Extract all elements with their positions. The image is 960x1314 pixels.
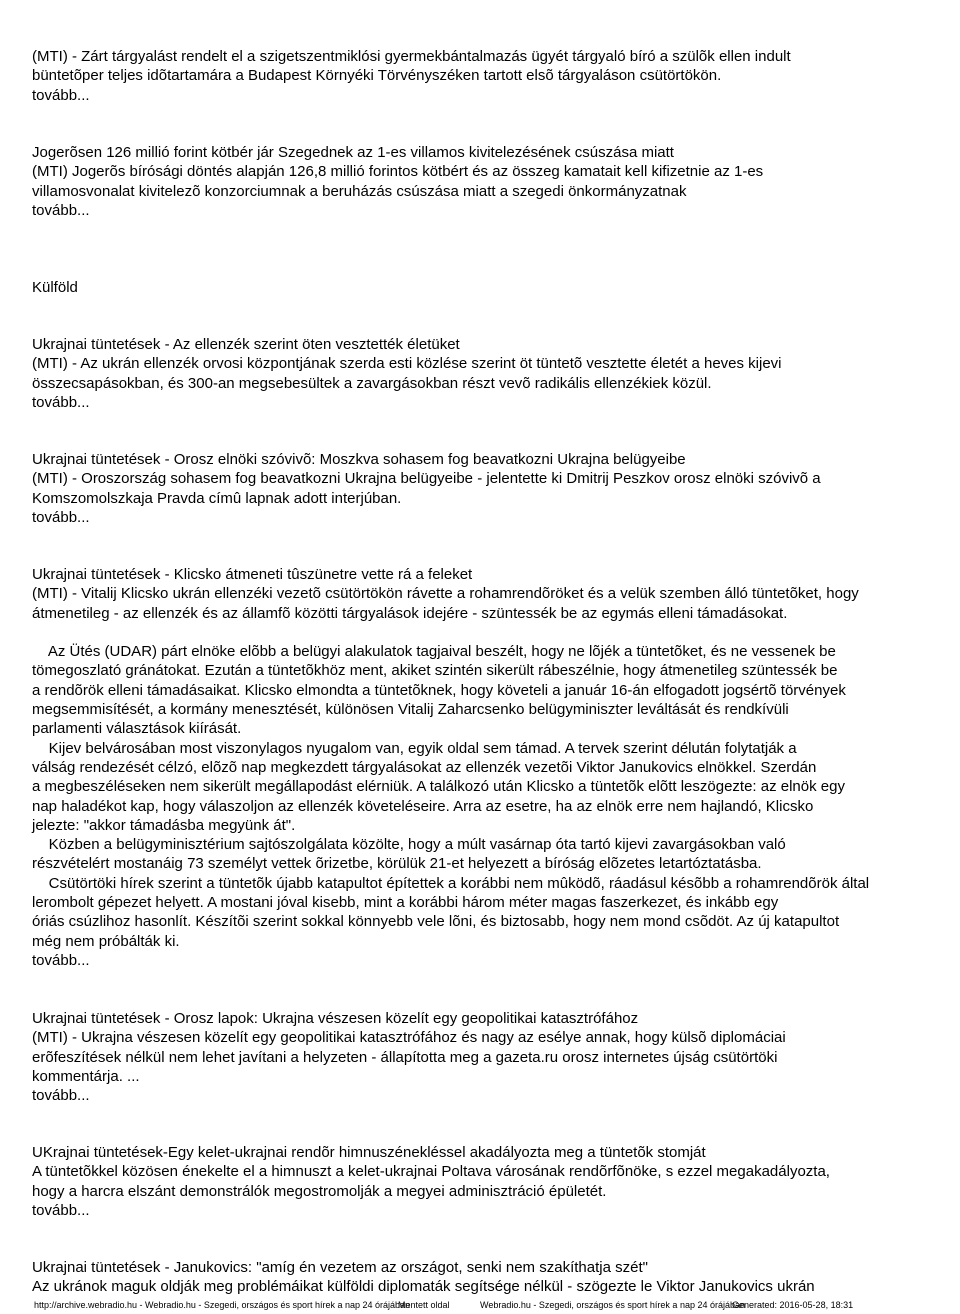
section-title: Külföld bbox=[32, 279, 78, 296]
article-text-line: hogy a harcra elszánt demonstrálók megostromolják a megyei adminisztráció épületét. bbox=[32, 1182, 607, 1200]
article-text-line: (MTI) - Vitalij Klicsko ukrán ellenzéki vezetõ csütörtökön rávette a rohamrendõröket és a velük szemben álló tüntetõket, hogy bbox=[32, 585, 859, 603]
article-text-line: (MTI) - Zárt tárgyalást rendelt el a szigetszentmiklósi gyermekbántalmazás ügyét tárgyaló bíró a szülõk ellen indult bbox=[32, 48, 791, 65]
article-text-line: Közben a belügyminisztérium sajtószolgálata közölte, hogy a múlt vasárnap óta tartó kijevi zavargásokban való bbox=[32, 836, 786, 854]
article-text-line: Kijev belvárosában most viszonylagos nyugalom van, egyik oldal sem támad. A tervek szerint délután folytatják a bbox=[32, 739, 797, 757]
footer-site: Webradio.hu - Szegedi, országos és sport hírek a nap 24 órájában bbox=[480, 1300, 745, 1310]
footer-source: http://archive.webradio.hu - Webradio.hu - Szegedi, országos és sport hírek a nap 24 órájában bbox=[34, 1300, 411, 1310]
article-orosz-szovivo bbox=[32, 450, 821, 527]
page-footer bbox=[34, 1300, 934, 1311]
article-janukovics bbox=[32, 1258, 815, 1297]
article-text-line: összecsapásokban, és 300-an megsebesültek a zavargásokban részt vevõ radikális ellenzékiek közül. bbox=[32, 374, 712, 392]
read-more-link[interactable]: tovább... bbox=[32, 951, 90, 969]
article-headline: Ukrajnai tüntetések - Orosz elnöki szóvivõ: Moszkva sohasem fog beavatkozni Ukrajna belügyeibe bbox=[32, 451, 686, 468]
article-text-line: óriás csúzlihoz hasonlít. Készítõi szerint sokkal könnyebb vele lõni, és biztosabb, hogy nem mond csõdöt. Az új katapultot bbox=[32, 913, 840, 931]
read-more-link[interactable]: tovább... bbox=[32, 201, 90, 219]
article-text-line: Az Ütés (UDAR) párt elnöke elõbb a belügyi alakulatok tagjaival beszélt, hogy ne lõjék a tüntetõket, és ne vessenek be bbox=[32, 643, 836, 661]
article-headline: Ukrajnai tüntetések - Klicsko átmeneti tûszünetre vette rá a feleket bbox=[32, 566, 473, 583]
article-text-line: villamosvonalat kivitelezõ konzorciumnak a beruházás csúszása miatt a szegedi önkormányzatnak bbox=[32, 182, 687, 200]
article-text-line: részvételért mostanáig 73 személyt vettek õrizetbe, körülük 21-et helyezett a bíróság elõzetes letartóztatásba. bbox=[32, 855, 762, 873]
article-text-line: (MTI) - Az ukrán ellenzék orvosi központjának szerda esti közlése szerint öt tüntetõ vesztette életét a heves kijevi bbox=[32, 355, 782, 373]
article-text-line: A tüntetõkkel közösen énekelte el a himnuszt a kelet-ukrajnai Poltava városának rendõrfõnöke, s ezzel megakadályozta, bbox=[32, 1163, 830, 1181]
article-text-line: megsemmisítését, a kormány menesztését, különösen Vitalij Zaharcsenko belügyminiszter leváltását és rendkívüli bbox=[32, 701, 789, 719]
article-headline: Ukrajnai tüntetések - Janukovics: "amíg én vezetem az országot, senki nem szakíthatja szét" bbox=[32, 1259, 648, 1276]
article-rendor-himnusz bbox=[32, 1143, 830, 1220]
article-text-line: kommentárja. ... bbox=[32, 1067, 140, 1085]
read-more-link[interactable]: tovább... bbox=[32, 86, 90, 104]
article-text-line: Csütörtöki hírek szerint a tüntetõk újabb katapultot építettek a korábbi nem mûködõ, ráadásul késõbb a rohamrendõrök által bbox=[32, 874, 870, 892]
article-text-line: Komszomolszkaja Pravda címû lapnak adott interjúban. bbox=[32, 489, 402, 507]
article-text-line: büntetõper teljes idõtartamára a Budapest Környéki Törvényszéken tartott elsõ tárgyaláson csütörtökön. bbox=[32, 67, 722, 85]
article-text-line: parlamenti választások kiírását. bbox=[32, 720, 242, 738]
article-headline: Ukrajnai tüntetések - Orosz lapok: Ukrajna vészesen közelít egy geopolitikai katasztrófához bbox=[32, 1010, 639, 1027]
article-text-line: (MTI) - Ukrajna vészesen közelít egy geopolitikai katasztrófához és nagy az esélye annak, hogy külsõ diplomáciai bbox=[32, 1029, 786, 1047]
article-headline: Ukrajnai tüntetések - Az ellenzék szerint öten vesztették életüket bbox=[32, 336, 460, 353]
article-spacer bbox=[32, 623, 869, 642]
section-heading-kulfold bbox=[32, 278, 78, 297]
footer-page-label: Mentett oldal bbox=[398, 1300, 450, 1310]
article-text-line: lerombolt gépezet helyett. A mostani jóval kisebb, mint a korábbi három méter magas faszerkezet, és inkább egy bbox=[32, 894, 779, 912]
article-text-line: válság rendezését célzó, elõzõ nap megkezdett tárgyalásokat az ellenzék vezetõi Viktor Janukovics elnökkel. Szerdán bbox=[32, 758, 817, 776]
read-more-link[interactable]: tovább... bbox=[32, 508, 90, 526]
read-more-link[interactable]: tovább... bbox=[32, 1087, 90, 1105]
article-text-line: átmenetileg - az ellenzék és az államfõ közötti tárgyalások idejére - szüntessék be az egymás elleni támadásokat. bbox=[32, 604, 788, 622]
article-klicsko-tuszunet bbox=[32, 565, 869, 970]
article-text-line: nap haladékot kap, hogy válaszoljon az ellenzék követeléseire. Arra az esetre, ha az elnök erre nem hajlandó, Klicsko bbox=[32, 797, 814, 815]
article-headline: Jogerõsen 126 millió forint kötbér jár Szegednek az 1-es villamos kivitelezésének csúszása miatt bbox=[32, 144, 674, 161]
article-ellenzek-oten bbox=[32, 335, 782, 412]
article-text-line: (MTI) - Oroszország sohasem fog beavatkozni Ukrajna belügyeibe - jelentette ki Dmitrij Peszkov orosz elnöki szóvivõ a bbox=[32, 470, 821, 488]
article-text-line: erõfeszítések nélkül nem lehet javítani a helyzeten - állapította meg a gazeta.ru orosz internetes újság csütörtöki bbox=[32, 1048, 778, 1066]
article-text-line: a rendõrök elleni támadásaikat. Klicsko elmondta a tüntetõknek, hogy követeli a január 16-án elfogadott jogsértõ törvények bbox=[32, 681, 846, 699]
article-text-line: még nem próbálták ki. bbox=[32, 932, 180, 950]
footer-generated: Generated: 2016-05-28, 18:31 bbox=[732, 1300, 854, 1310]
article-text-line: jelezte: "akkor támadásba megyünk át". bbox=[32, 816, 296, 834]
article-kotber bbox=[32, 143, 763, 220]
article-headline: UKrajnai tüntetések-Egy kelet-ukrajnai rendõr himnuszénekléssel akadályozta meg a tüntetõk stomját bbox=[32, 1144, 706, 1161]
read-more-link[interactable]: tovább... bbox=[32, 393, 90, 411]
article-text-line: Az ukránok maguk oldják meg problémáikat külföldi diplomaták segítsége nélkül - szögezte le Viktor Janukovics ukrán bbox=[32, 1278, 815, 1296]
read-more-link[interactable]: tovább... bbox=[32, 1201, 90, 1219]
article-text-line: (MTI) Jogerõs bírósági döntés alapján 126,8 millió forintos kötbért és az összeg kamatait kell kifizetnie az 1-es bbox=[32, 163, 764, 181]
article-text-line: a megbeszéléseken nem sikerült megállapodást elérniük. A találkozó után Klicsko a tüntetõk elõtt leszögezte: az elnök egy bbox=[32, 778, 845, 796]
article-orosz-lapok bbox=[32, 1009, 786, 1105]
article-text-line: tömegoszlató gránátokat. Ezután a tüntetõkhöz ment, akiket szintén sikerült rábeszélnie, hogy átmenetileg szüntessék be bbox=[32, 662, 838, 680]
article-zart-targyalas bbox=[32, 47, 791, 105]
